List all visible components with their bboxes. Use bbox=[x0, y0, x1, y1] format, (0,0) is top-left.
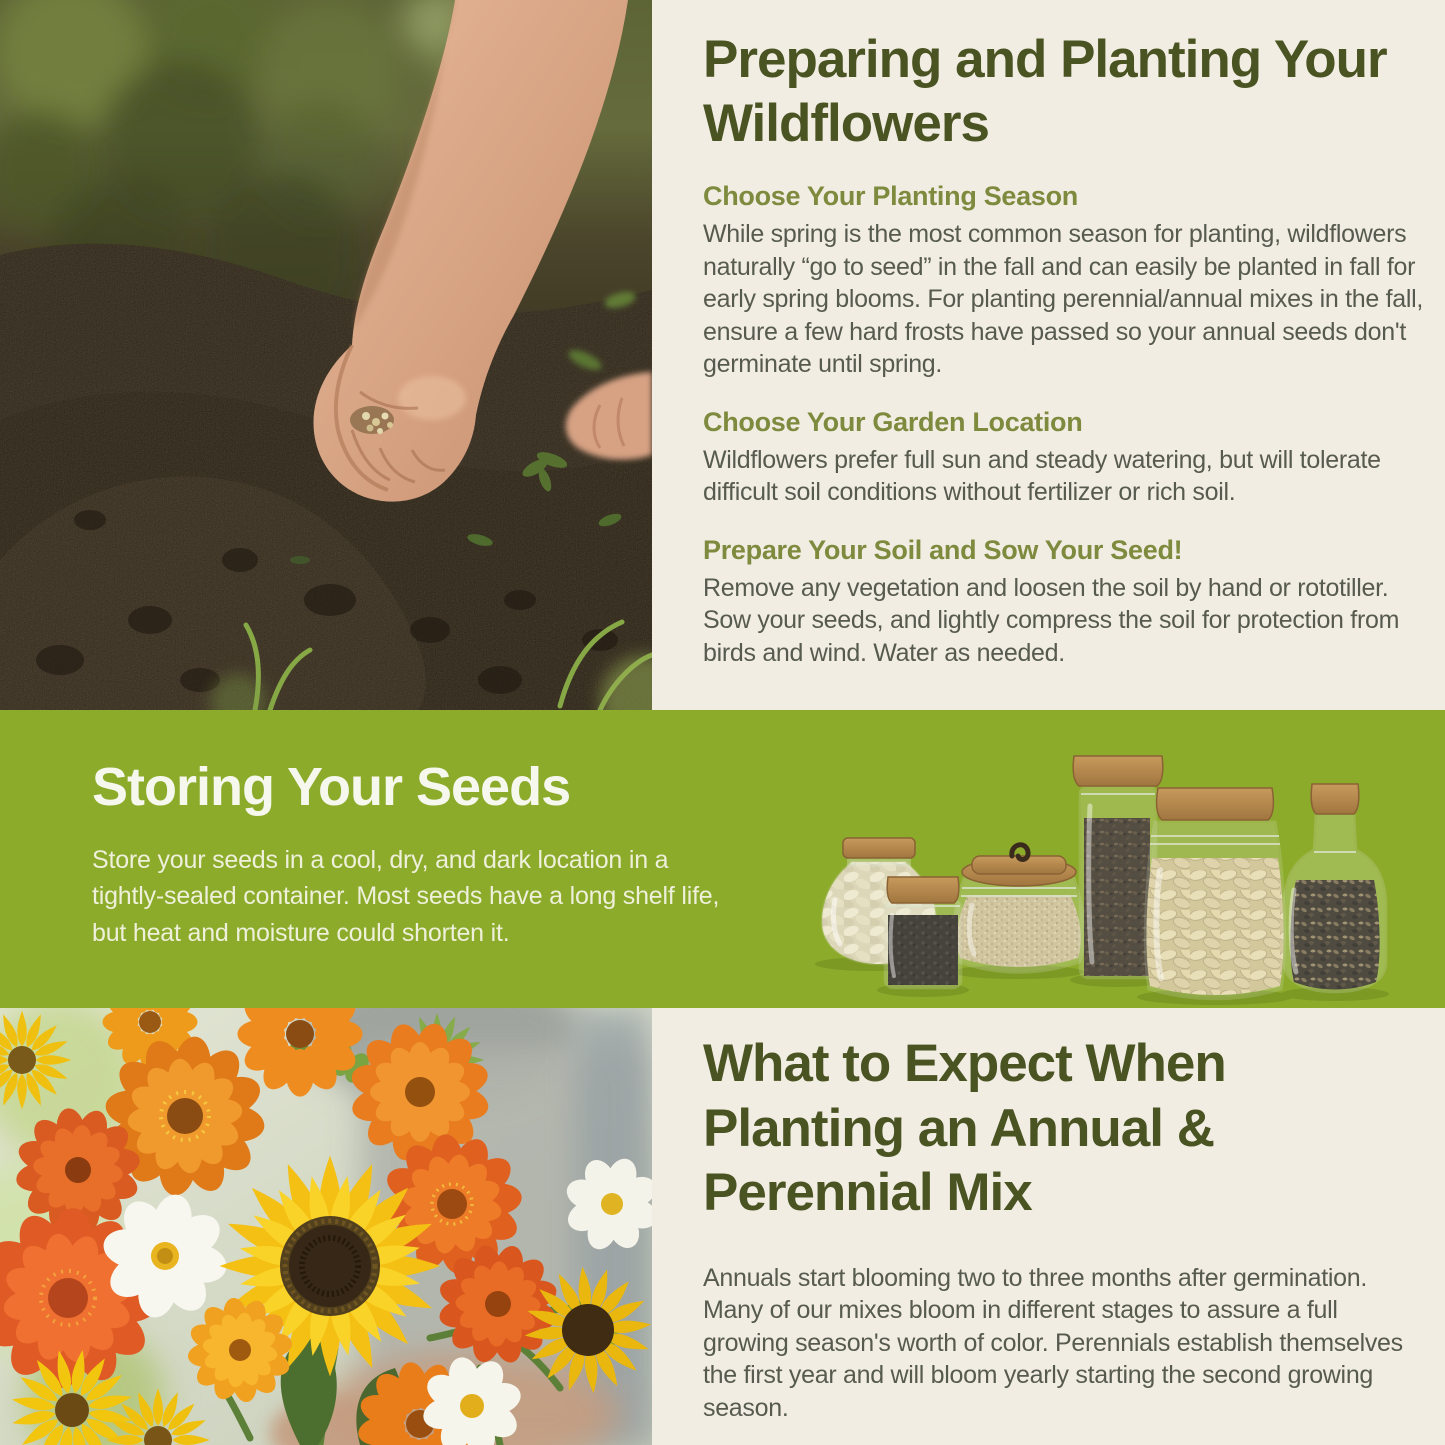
band-body: Store your seeds in a cool, dry, and dark location in a tightly-sealed container. Most seeds have a long shelf life, but heat and moisture could shorten it. bbox=[92, 846, 720, 947]
seed-jars-photo bbox=[740, 710, 1445, 1008]
subsection-title: Prepare Your Soil and Sow Your Seed! bbox=[703, 534, 1183, 565]
jar-black-seeds bbox=[885, 877, 961, 988]
what-to-expect-section bbox=[703, 1032, 1429, 1424]
bottom-body: Annuals start blooming two to three months after germination. Many of our mixes bloom in different stages to assure a full growing season's worth of color. Perennials establish themselves the first year and will bloom yearly starting the second growing season. bbox=[703, 1263, 1403, 1422]
storing-seeds-text bbox=[92, 756, 742, 951]
subsection-garden-location bbox=[703, 407, 1429, 509]
band-heading: Storing Your Seeds bbox=[92, 757, 571, 817]
jar-tan-seeds bbox=[954, 845, 1085, 973]
subsection-prepare-soil bbox=[703, 535, 1429, 670]
seeds-in-hand bbox=[350, 406, 394, 434]
jar-pumpkin-seeds bbox=[1145, 788, 1284, 999]
flower-bouquet-photo bbox=[0, 1008, 652, 1445]
subsection-body: While spring is the most common season for planting, wildflowers naturally “go to seed” in the fall and can easily be planted in fall for early spring blooms. For planting perennial/annual mixes in the fall, ensure a few hard frosts have passed so your annual seeds don't germinate until spring. bbox=[703, 220, 1423, 379]
top-heading: Preparing and Planting Your Wildflowers bbox=[703, 30, 1387, 153]
subsection-title: Choose Your Garden Location bbox=[703, 406, 1083, 437]
preparing-planting-section bbox=[703, 28, 1429, 669]
subsection-title: Choose Your Planting Season bbox=[703, 181, 1078, 212]
sowing-seeds-photo bbox=[0, 0, 652, 710]
subsection-body: Wildflowers prefer full sun and steady watering, but will tolerate difficult soil conditions without fertilizer or rich soil. bbox=[703, 445, 1381, 507]
subsection-planting-season bbox=[703, 181, 1429, 381]
subsection-body: Remove any vegetation and loosen the soil by hand or rototiller. Sow your seeds, and lightly compress the soil for protection from birds and wind. Water as needed. bbox=[703, 573, 1400, 667]
jar-mixed-seeds bbox=[1284, 784, 1386, 992]
bottom-heading: What to Expect When Planting an Annual & Perennial Mix bbox=[703, 1034, 1226, 1223]
